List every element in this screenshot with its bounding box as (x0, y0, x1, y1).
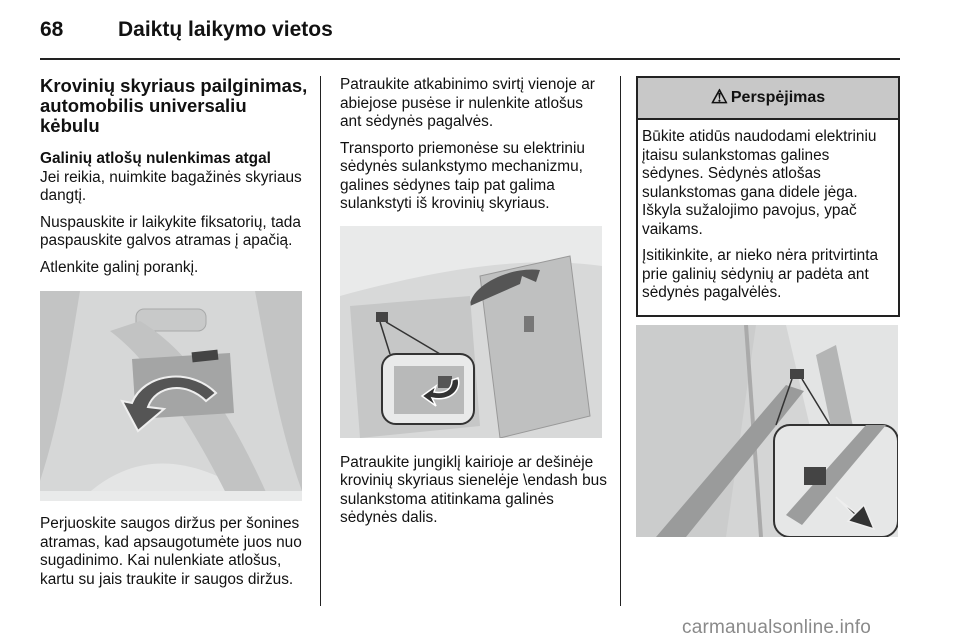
section-heading: Krovinių skyriaus pailginimas, automobilis universaliu kėbulu (40, 75, 308, 136)
column-3 (636, 76, 900, 537)
warning-body (638, 120, 898, 315)
warning-title: Perspėjimas (730, 88, 826, 106)
paragraph: Atlenkite galinį porankį. (40, 258, 199, 276)
warning-triangle-icon: ⚠ (710, 86, 728, 108)
watermark: carmanualsonline.info (682, 617, 872, 638)
paragraph: Perjuoskite saugos diržus per šonines atramas, kad apsaugotumėte juos nuo sugadinimo. Kai nulenkiate atlošus, kartu su jais traukite ir saugos diržus. (40, 515, 302, 588)
warning-paragraph: Įsitikinkite, ar nieko nėra pritvirtinta prie galinių sėdynių ar padėta ant sėdynės pagalvėlės. (642, 247, 879, 301)
page-header (40, 18, 920, 48)
column-divider (620, 76, 621, 606)
page-number: 68 (40, 18, 64, 41)
page-title: Daiktų laikymo vietos (118, 18, 333, 41)
column-2 (340, 76, 608, 536)
paragraph: Patraukite atkabinimo svirtį vienoje ar abiejose pusėse ir nulenkite atlošus ant sėdynės pagalvės. (340, 76, 595, 130)
column-divider (320, 76, 321, 606)
paragraph: Transporto priemonėse su elektriniu sėdynės sulankstymo mechanizmu, galines sėdynes taip pat galima sulankstyti iš krovinių skyriaus. (340, 139, 585, 212)
cargo-switch-illustration (340, 226, 602, 438)
paragraph: Nuspauskite ir laikykite fiksatorių, tada paspauskite galvos atramas į apačią. (40, 213, 301, 249)
warning-header (638, 78, 898, 120)
seat-fold-drawing (636, 325, 898, 537)
sub-heading: Galinių atlošų nulenkimas atgal (40, 150, 271, 167)
headrest-release-drawing (40, 291, 302, 501)
headrest-release-illustration (40, 291, 302, 501)
warning-paragraph: Būkite atidūs naudodami elektriniu įtaisu sulankstomas galines sėdynes. Sėdynės atlošas sulankstomas gana didele jėga. Iškyla sužalojimo pavojus, ypač vaikams. (642, 128, 877, 238)
header-rule (40, 58, 900, 60)
cargo-switch-drawing (340, 226, 602, 438)
paragraph: Patraukite jungiklį kairioje ar dešinėje krovinių skyriaus sienelėje \endash bus sulankstoma atitinkama galinės sėdynės dalis. (340, 453, 607, 526)
column-1 (40, 76, 308, 597)
warning-box (636, 76, 900, 317)
paragraph: Jei reikia, nuimkite bagažinės skyriaus dangtį. (40, 168, 302, 204)
seat-fold-illustration (636, 325, 898, 537)
